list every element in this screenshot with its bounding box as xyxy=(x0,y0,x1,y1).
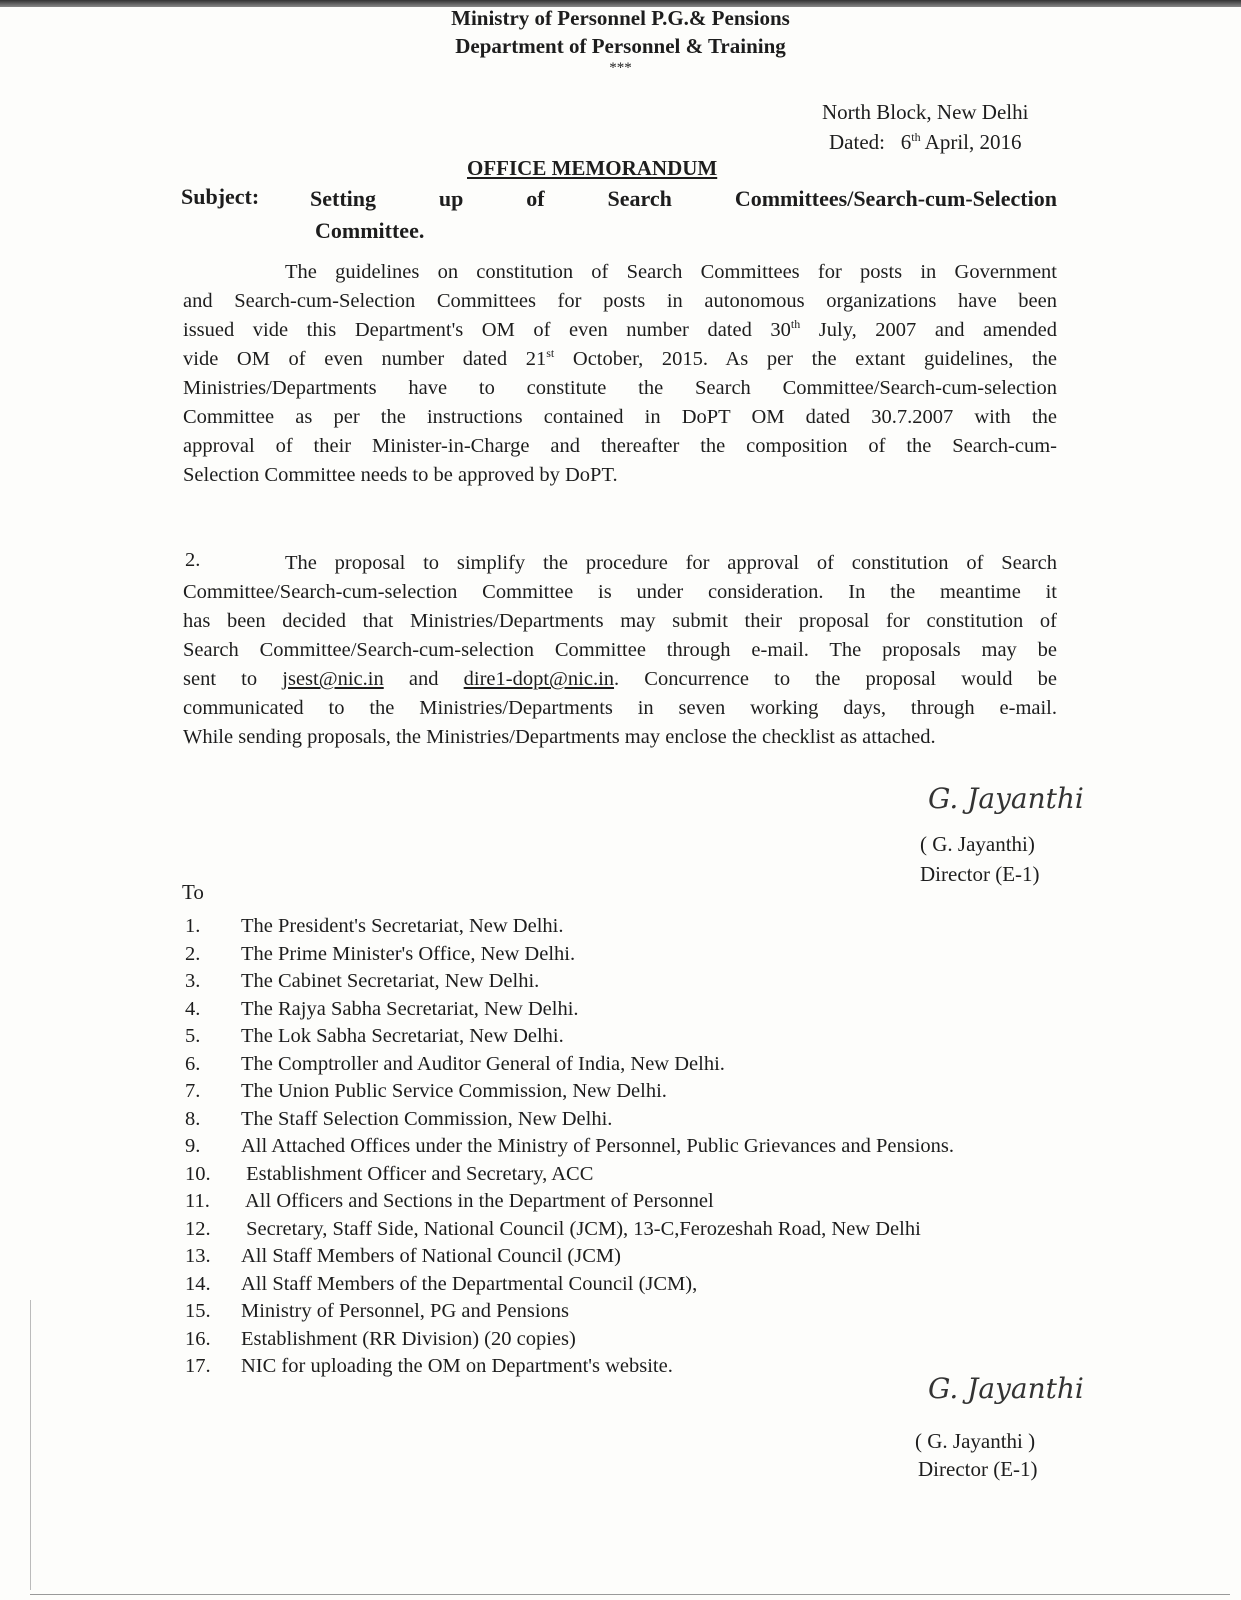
paragraph-line xyxy=(183,607,1057,636)
scan-edge-bottom xyxy=(30,1594,1230,1595)
paragraph-line xyxy=(183,665,1057,694)
recipient-text: Establishment (RR Division) (20 copies) xyxy=(241,1327,576,1350)
recipient-item xyxy=(185,1271,954,1299)
paragraph-2 xyxy=(183,549,1057,752)
subject-word: up xyxy=(438,186,464,211)
signature-2-handwritten: G. Jayanthi xyxy=(928,1372,1084,1405)
date xyxy=(829,130,1022,155)
recipient-number: 14. xyxy=(185,1272,211,1295)
recipient-item xyxy=(185,1106,954,1134)
recipient-number: 10. xyxy=(185,1162,211,1185)
text-segment: approval of their Minister-in-Charge and thereafter the composition of the Search-cum- xyxy=(183,435,1057,457)
recipient-item xyxy=(185,913,954,941)
text-segment: sent to xyxy=(183,668,283,690)
scan-edge-left xyxy=(30,1300,31,1590)
recipient-text: The President's Secretariat, New Delhi. xyxy=(241,915,564,937)
recipient-item xyxy=(185,1133,954,1161)
recipient-text: The Cabinet Secretariat, New Delhi. xyxy=(241,970,540,992)
text-segment: Selection Committee needs to be approved by DoPT. xyxy=(183,464,618,486)
date-label: Dated: xyxy=(829,130,885,154)
recipient-number: 5. xyxy=(185,1025,201,1047)
recipient-item xyxy=(185,1298,954,1326)
text-segment: October, 2015. As per the extant guidelines, the xyxy=(554,348,1057,370)
text-segment: communicated to the Ministries/Departments in seven working days, through e-mail. xyxy=(183,697,1057,719)
recipient-item xyxy=(185,1216,954,1244)
text-segment: While sending proposals, the Ministries/Departments may enclose the checklist as attached. xyxy=(183,726,936,748)
paragraph-line xyxy=(183,723,1057,752)
recipient-text: The Union Public Service Commission, New Delhi. xyxy=(241,1080,667,1102)
recipient-number: 12. xyxy=(185,1217,211,1240)
recipient-text: NIC for uploading the OM on Department's website. xyxy=(241,1355,673,1377)
recipient-item xyxy=(185,996,954,1024)
recipient-number: 6. xyxy=(185,1052,201,1075)
paragraph-line xyxy=(183,403,1057,432)
recipient-item xyxy=(185,941,954,969)
date-rest: April, 2016 xyxy=(924,130,1022,154)
recipient-number: 13. xyxy=(185,1245,211,1267)
document-title: OFFICE MEMORANDUM xyxy=(467,156,718,180)
recipient-number: 4. xyxy=(185,997,201,1020)
text-segment: vide OM of even number dated 21 xyxy=(183,348,547,370)
recipient-text: All Staff Members of National Council (JCM) xyxy=(241,1245,621,1267)
recipient-number: 8. xyxy=(185,1107,201,1130)
department-header: Department of Personnel & Training xyxy=(455,34,786,58)
email-link[interactable]: dire1-dopt@nic.in xyxy=(463,668,615,690)
date-day: 6 xyxy=(900,130,912,154)
paragraph-line xyxy=(183,636,1057,665)
text-segment: Committee as per the instructions contained in DoPT OM dated 30.7.2007 with the xyxy=(183,406,1057,428)
recipient-text: Establishment Officer and Secretary, ACC xyxy=(241,1162,594,1185)
text-segment: issued vide this Department's OM of even number dated 30 xyxy=(183,319,791,341)
subject-line-1 xyxy=(310,186,1057,212)
recipient-item xyxy=(185,1326,954,1354)
paragraph-line xyxy=(183,316,1057,345)
recipient-item xyxy=(185,1161,954,1189)
recipient-text: All Officers and Sections in the Department of Personnel xyxy=(241,1190,714,1212)
recipient-text: Ministry of Personnel, PG and Pensions xyxy=(241,1300,569,1322)
superscript: st xyxy=(546,346,555,361)
recipient-text: The Lok Sabha Secretariat, New Delhi. xyxy=(241,1025,564,1047)
recipient-number: 9. xyxy=(185,1135,201,1157)
recipient-number: 15. xyxy=(185,1300,211,1322)
text-segment: The guidelines on constitution of Search Committees for posts in Government xyxy=(285,261,1057,283)
recipient-item xyxy=(185,1188,954,1216)
subject-word: Search xyxy=(607,186,672,211)
recipient-text: All Staff Members of the Departmental Council (JCM), xyxy=(241,1272,698,1295)
recipient-number: 2. xyxy=(185,942,201,965)
email-link[interactable]: jsest@nic.in xyxy=(282,668,384,690)
text-segment: and xyxy=(383,668,464,690)
recipient-item xyxy=(185,1353,954,1381)
text-segment: and Search-cum-Selection Committees for posts in autonomous organizations have been xyxy=(183,290,1057,312)
recipient-item xyxy=(185,1243,954,1271)
text-segment: Committee/Search-cum-selection Committee is under consideration. In the meantime it xyxy=(183,581,1057,603)
paragraph-line xyxy=(183,578,1057,607)
recipient-number: 7. xyxy=(185,1080,201,1102)
subject-word: Setting xyxy=(310,186,376,211)
recipient-number: 11. xyxy=(185,1190,210,1212)
date-suffix: th xyxy=(911,130,921,144)
signatory-designation: Director (E-1) xyxy=(920,862,1040,886)
recipient-text: The Comptroller and Auditor General of India, New Delhi. xyxy=(241,1052,725,1075)
text-segment: July, 2007 and amended xyxy=(800,319,1057,341)
signatory-2-name: ( G. Jayanthi ) xyxy=(915,1429,1036,1453)
superscript: th xyxy=(790,317,801,332)
recipient-item xyxy=(185,1023,954,1051)
recipient-item xyxy=(185,1051,954,1079)
place: North Block, New Delhi xyxy=(822,100,1029,124)
text-segment: has been decided that Ministries/Departments may submit their proposal for constitution of xyxy=(183,610,1057,632)
recipient-text: All Attached Offices under the Ministry of Personnel, Public Grievances and Pensions. xyxy=(241,1135,954,1157)
header-stars: *** xyxy=(609,60,632,76)
recipient-item xyxy=(185,1078,954,1106)
paragraph-line xyxy=(183,345,1057,374)
subject-label: Subject: xyxy=(181,184,260,209)
paragraph-1 xyxy=(183,258,1057,490)
text-segment: Search Committee/Search-cum-selection Committee through e-mail. The proposals may be xyxy=(183,639,1057,661)
paragraph-line xyxy=(183,694,1057,723)
paragraph-line xyxy=(183,258,1057,287)
ministry-header: Ministry of Personnel P.G.& Pensions xyxy=(451,6,790,30)
subject-word: Committees/Search-cum-Selection xyxy=(734,186,1057,211)
signatory-name: ( G. Jayanthi) xyxy=(920,832,1035,856)
paragraph-line xyxy=(183,549,1057,578)
paragraph-line xyxy=(183,287,1057,316)
to-label: To xyxy=(182,880,204,904)
recipient-text: The Staff Selection Commission, New Delhi. xyxy=(241,1107,613,1130)
text-segment: Ministries/Departments have to constitute the Search Committee/Search-cum-selection xyxy=(183,377,1057,399)
text-segment: The proposal to simplify the procedure for approval of constitution of Search xyxy=(285,552,1057,574)
paragraph-line xyxy=(183,461,1057,490)
recipient-number: 16. xyxy=(185,1327,211,1350)
subject-line-2: Committee. xyxy=(315,218,425,243)
text-segment: . Concurrence to the proposal would be xyxy=(614,668,1057,690)
recipient-text: Secretary, Staff Side, National Council (JCM), 13-C,Ferozeshah Road, New Delhi xyxy=(241,1217,921,1240)
recipient-number: 17. xyxy=(185,1355,211,1377)
paragraph-2-number: 2. xyxy=(185,549,201,571)
signatory-2-designation: Director (E-1) xyxy=(918,1457,1038,1481)
paragraph-line xyxy=(183,374,1057,403)
recipient-text: The Prime Minister's Office, New Delhi. xyxy=(241,942,576,965)
recipient-text: The Rajya Sabha Secretariat, New Delhi. xyxy=(241,997,579,1020)
recipient-list xyxy=(185,913,954,1381)
recipient-number: 1. xyxy=(185,915,201,937)
subject-word: of xyxy=(526,186,545,211)
paragraph-line xyxy=(183,432,1057,461)
signature-handwritten: G. Jayanthi xyxy=(928,782,1084,815)
recipient-item xyxy=(185,968,954,996)
recipient-number: 3. xyxy=(185,970,201,992)
